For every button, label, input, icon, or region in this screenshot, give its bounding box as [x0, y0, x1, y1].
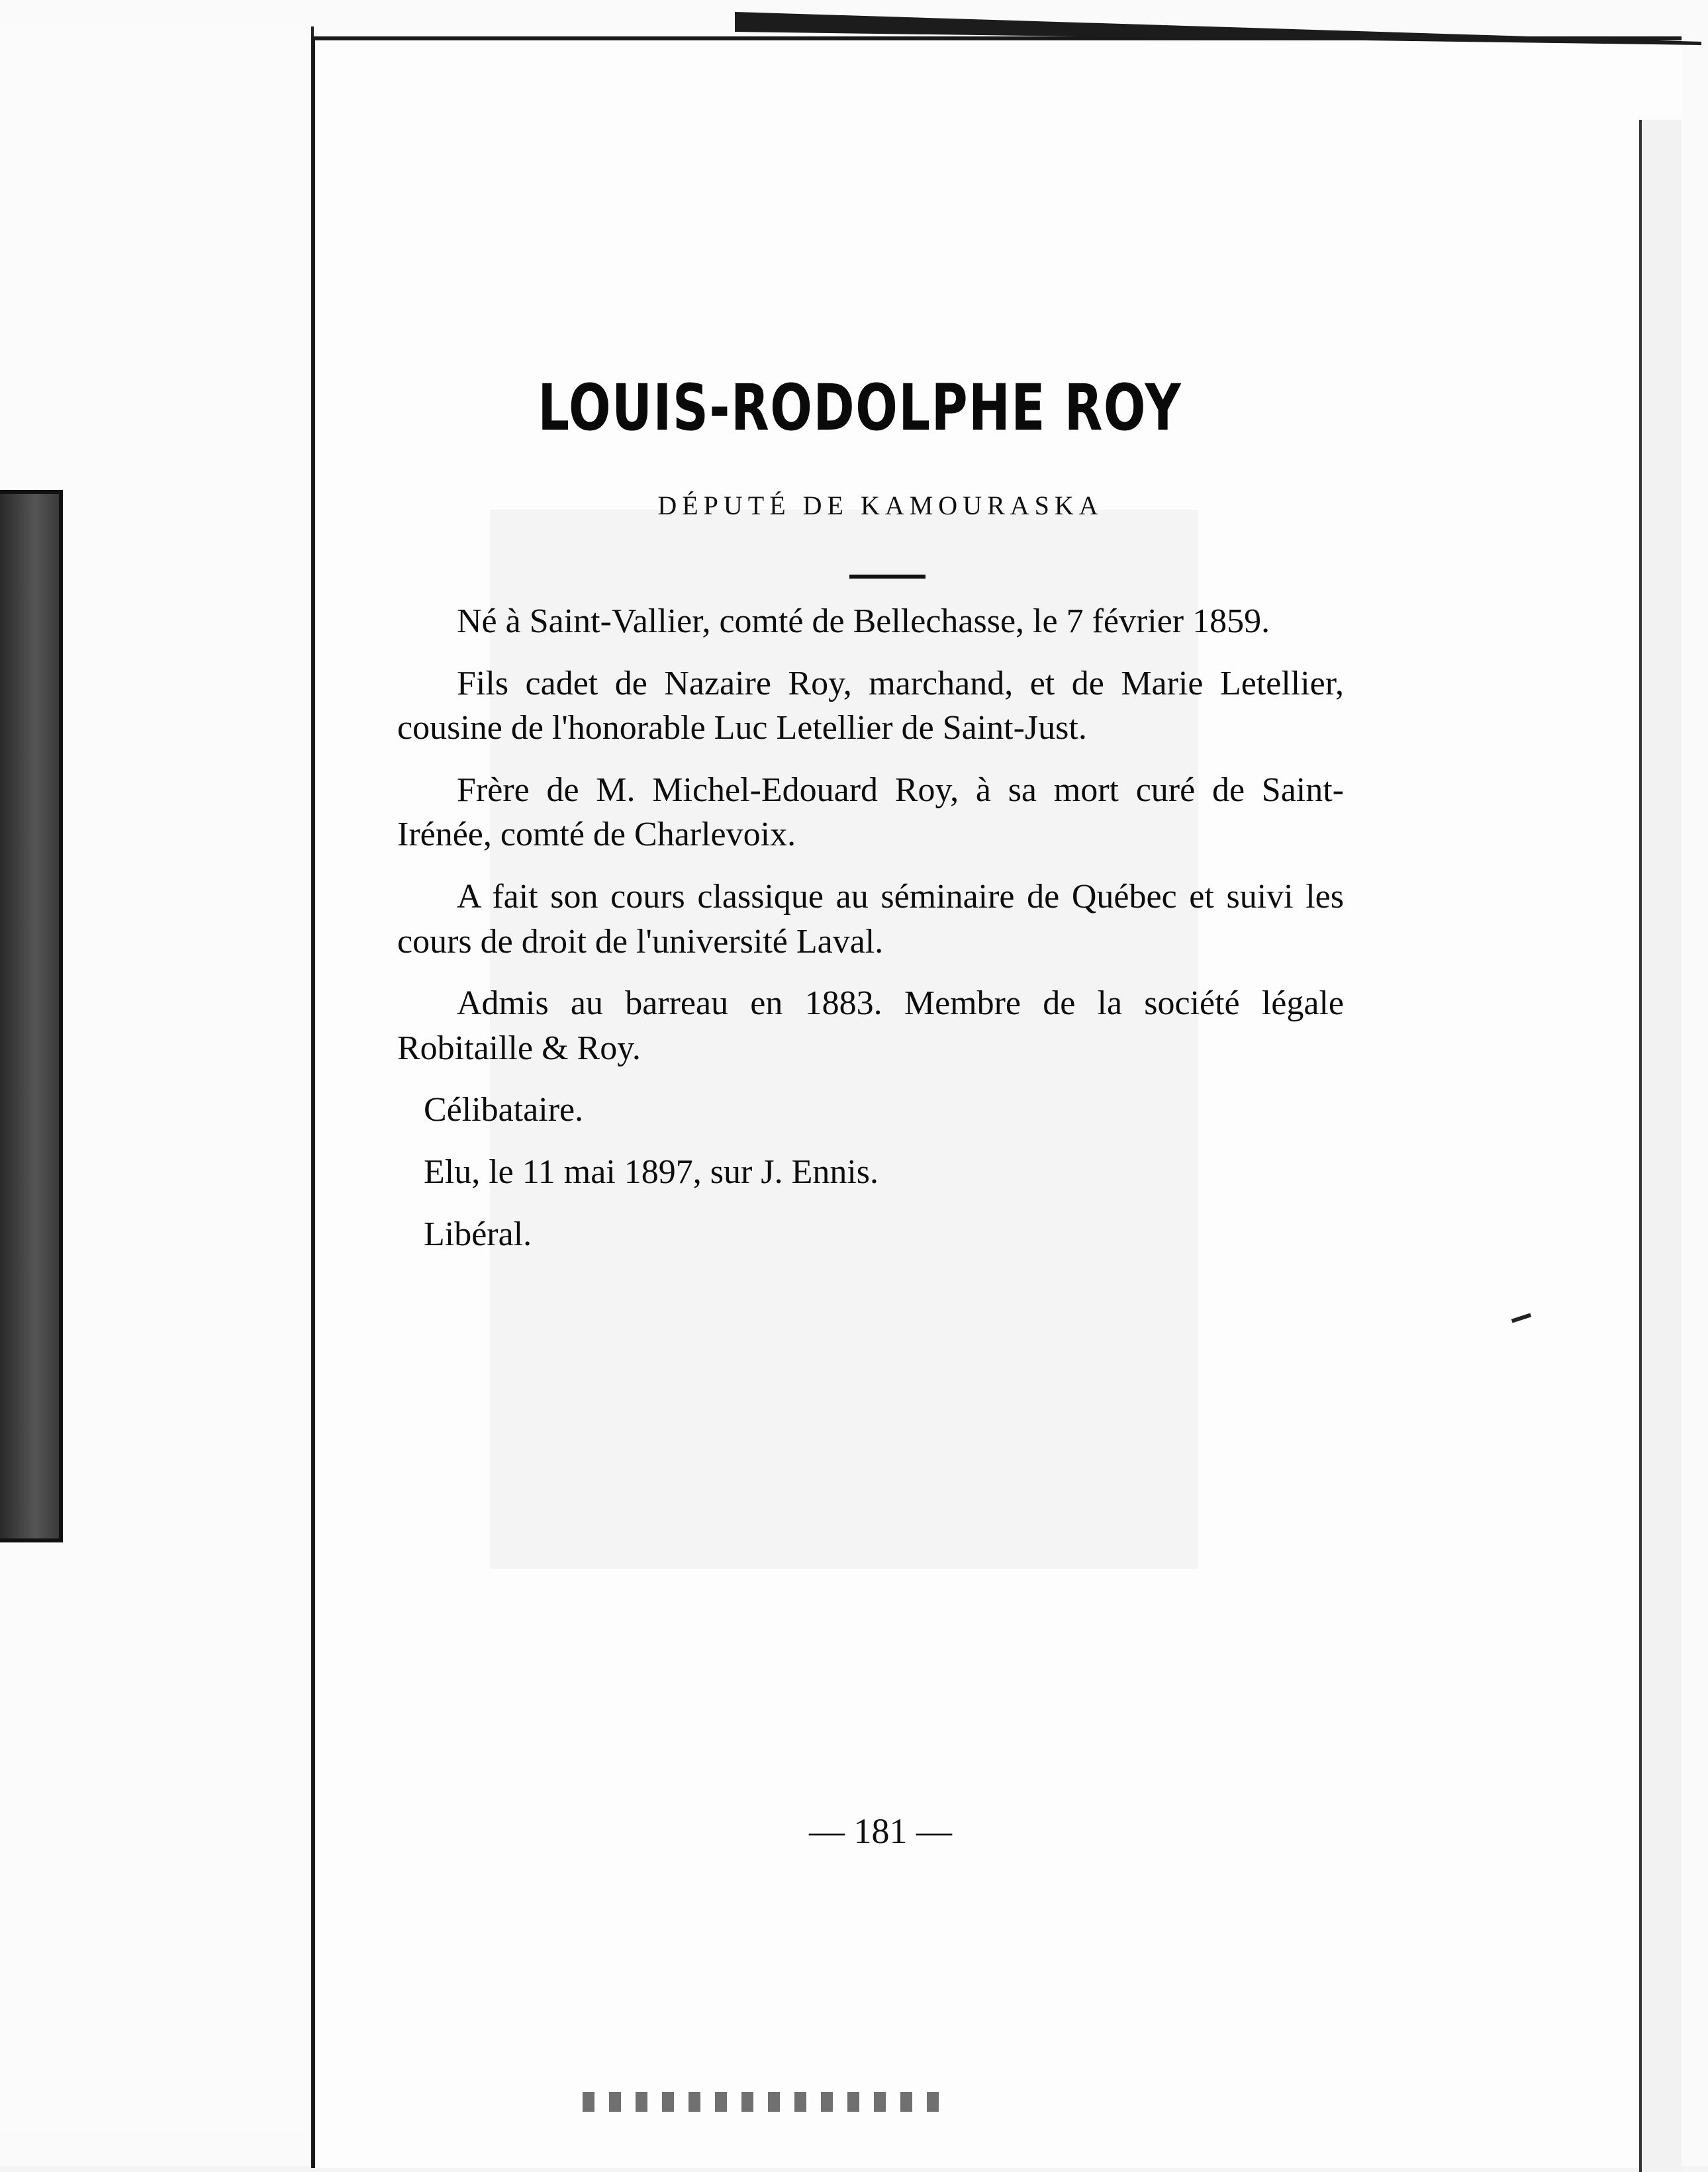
paragraph: Elu, le 11 mai 1897, sur J. Ennis.: [424, 1153, 879, 1191]
scan-noise: [583, 2092, 953, 2112]
paragraph: Admis au barreau en 1883. Membre de la société légale Robitaille & Roy.: [397, 984, 1344, 1067]
paragraph: Né à Saint-Vallier, comté de Bellechasse, le 7 février 1859.: [457, 602, 1270, 640]
page-number: — 181 —: [809, 1811, 952, 1851]
paragraph: Fils cadet de Nazaire Roy, marchand, et de Marie Letellier, cousine de l'honorable Luc Letellier de Saint-Just.: [397, 664, 1344, 747]
page-title: LOUIS-RODOLPHE ROY: [538, 371, 1182, 445]
paragraph: Célibataire.: [424, 1091, 584, 1129]
divider: [849, 575, 925, 579]
biography-text: [397, 599, 1344, 1274]
portrait-photo-edge: [0, 490, 63, 1542]
page-edge: [1639, 120, 1682, 2172]
page-subtitle: DÉPUTÉ DE KAMOURASKA: [657, 491, 1104, 520]
paragraph: Frère de M. Michel-Edouard Roy, à sa mort curé de Saint-Irénée, comté de Charlevoix.: [397, 771, 1344, 854]
paragraph: Libéral.: [424, 1215, 532, 1253]
paragraph: A fait son cours classique au séminaire de Québec et suivi les cours de droit de l'université Laval.: [397, 877, 1344, 961]
